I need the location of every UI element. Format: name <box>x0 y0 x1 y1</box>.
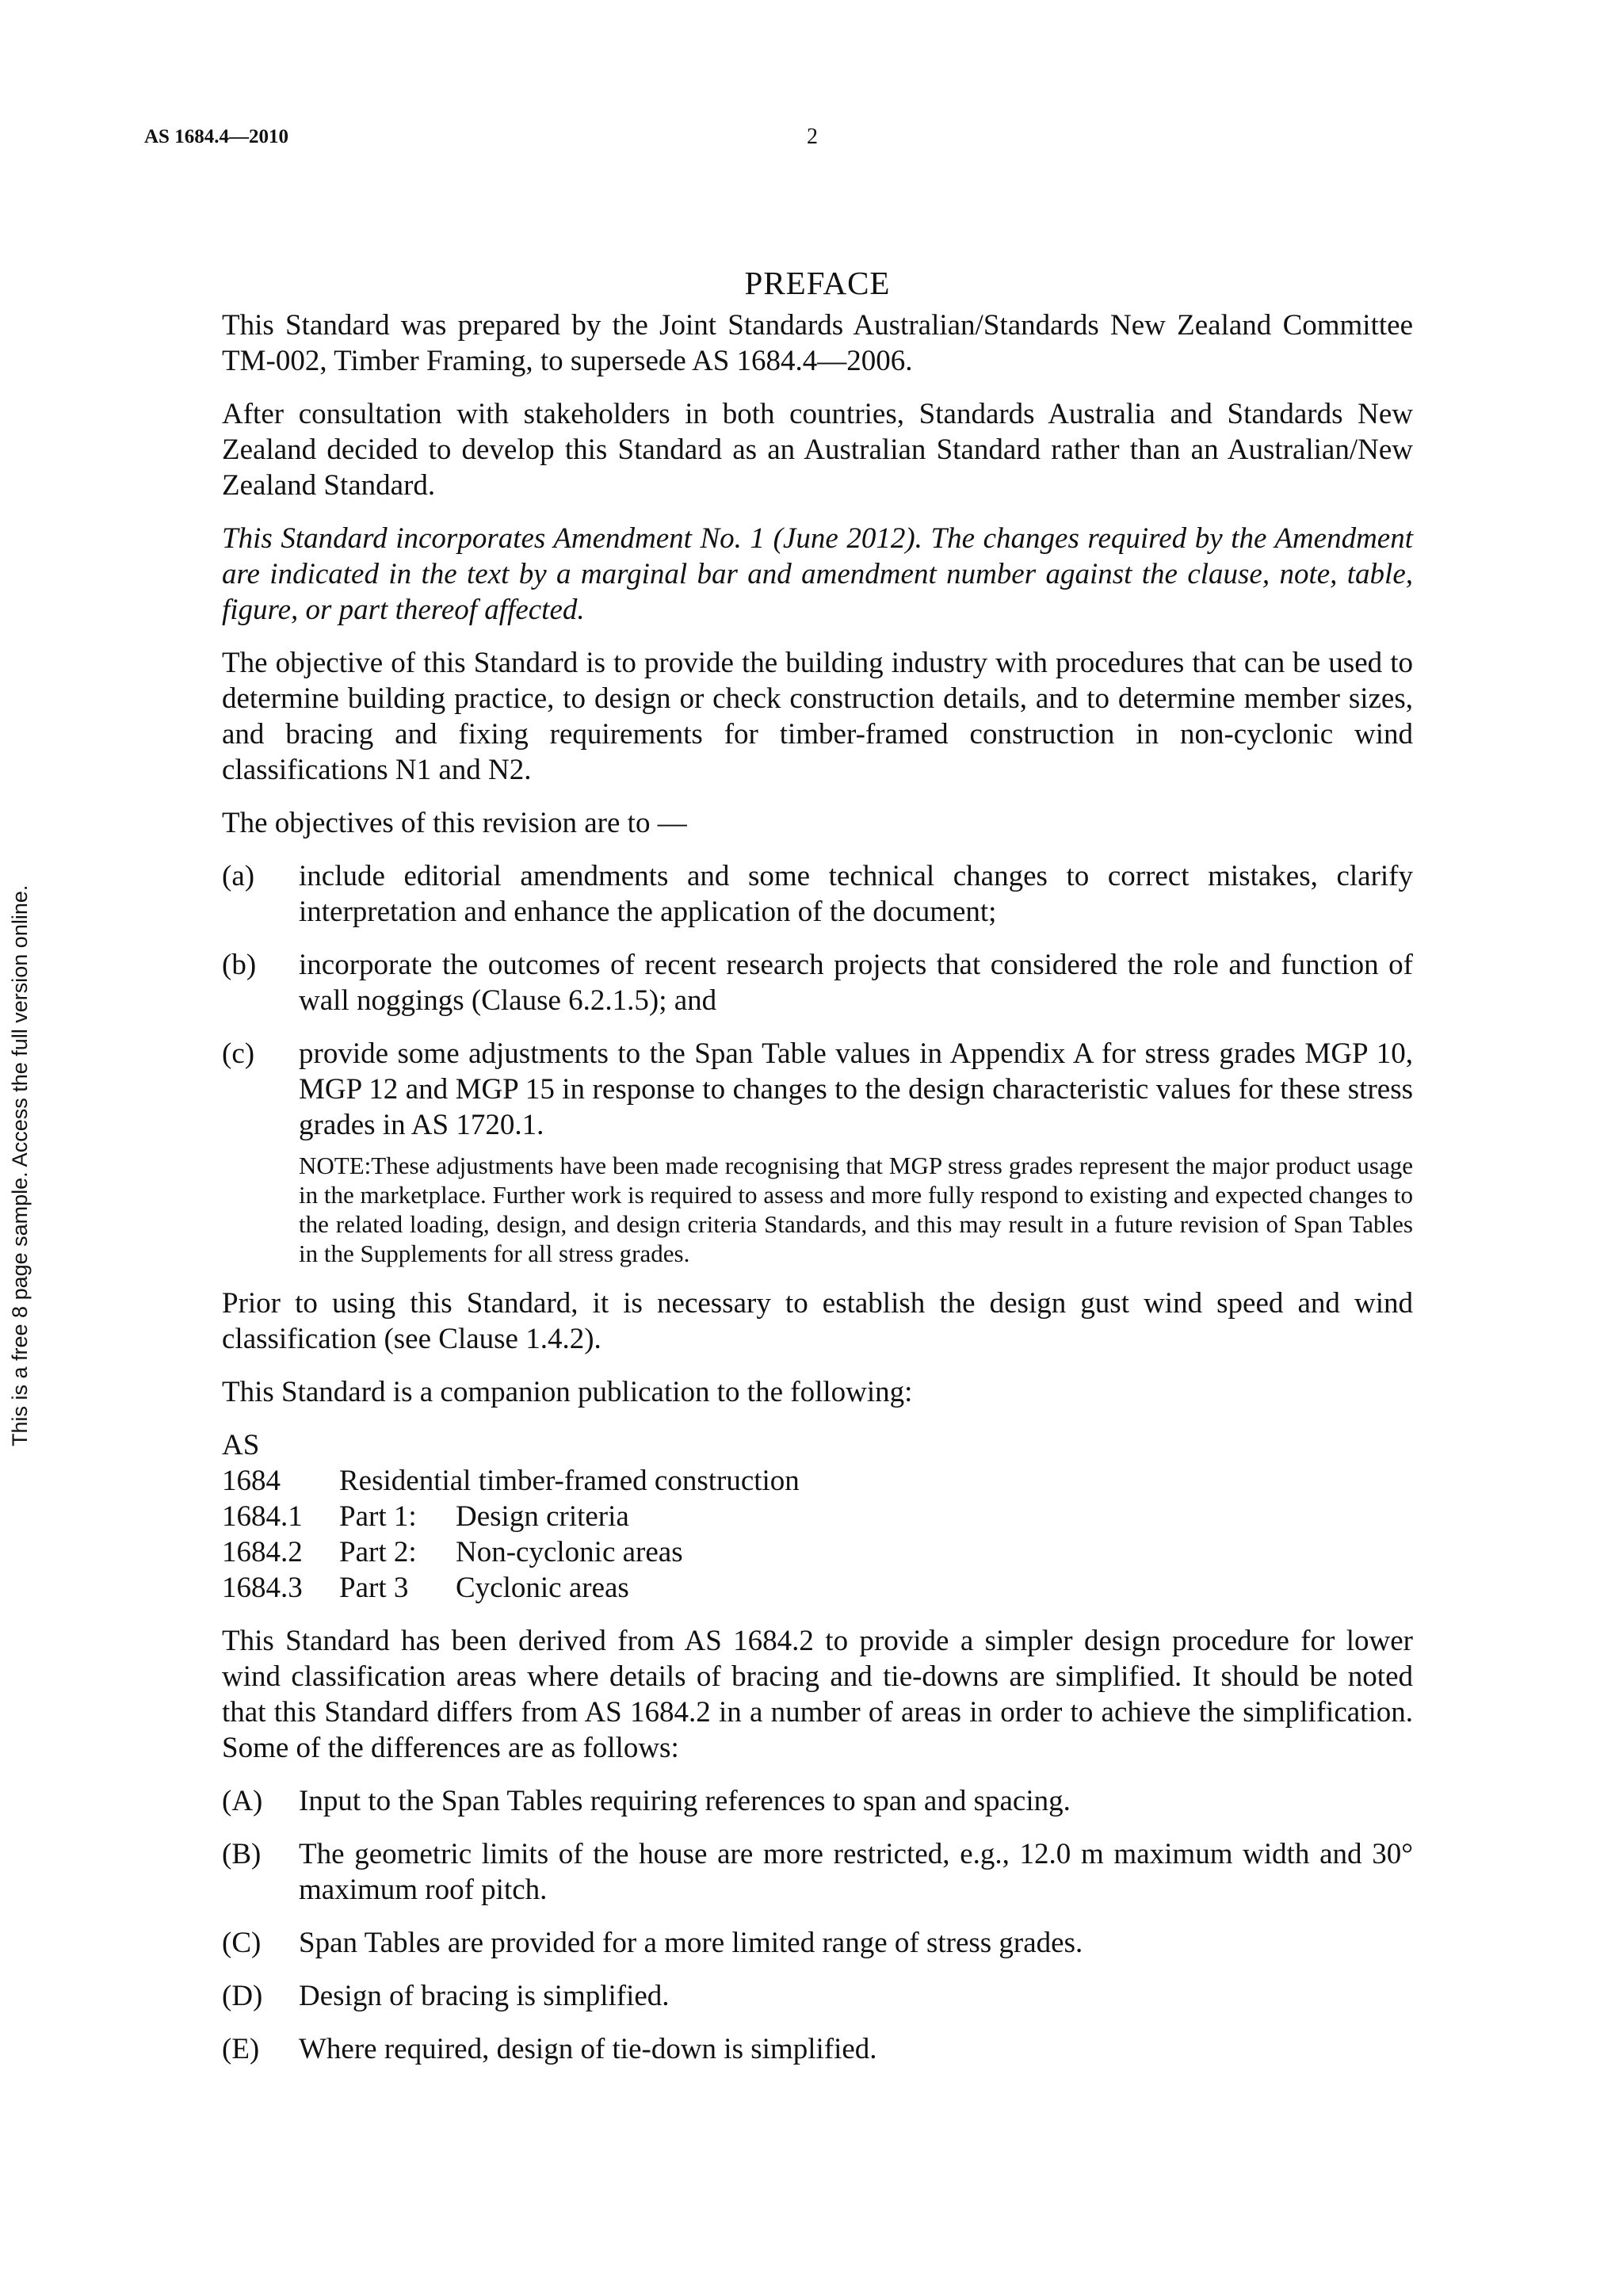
paragraph-amendment: This Standard incorporates Amendment No. 1 (June 2012). The changes required by the Amendment are indicated in the text by a marginal bar and amendment number against the clause, note, table, figure, or part thereof affected. <box>222 522 1413 626</box>
paragraph-companion: This Standard is a companion publication to the following: <box>222 1376 913 1408</box>
series-part: Residential timber-framed construction <box>339 1465 800 1497</box>
list-item-text: Where required, design of tie-down is simplified. <box>299 2033 877 2065</box>
series-part: Part 2: <box>339 1536 417 1568</box>
series-title: Cyclonic areas <box>456 1572 629 1604</box>
preface-section <box>222 263 1413 2084</box>
series-row <box>222 1534 1413 1570</box>
series-number: 1684 <box>222 1465 281 1497</box>
series-row <box>222 1499 1413 1534</box>
series-number: 1684.3 <box>222 1572 303 1604</box>
series-prefix: AS <box>222 1429 260 1461</box>
list-item-text: incorporate the outcomes of recent research projects that considered the role and function of wall noggings (Clause 6.2.1.5); and <box>299 949 1413 1017</box>
list-item-text: Span Tables are provided for a more limited range of stress grades. <box>299 1927 1083 1959</box>
list-item-objective-c <box>222 1036 1413 1143</box>
list-item-difference-b <box>222 1836 1413 1908</box>
paragraph-consultation: After consultation with stakeholders in both countries, Standards Australia and Standards New Zealand decided to develop this Standard as an Australian Standard rather than an Australian/New Zealand Standard. <box>222 398 1413 502</box>
paragraph-derived: This Standard has been derived from AS 1684.2 to provide a simpler design procedure for lower wind classification areas where details of bracing and tie-downs are simplified. It should be noted that this Standard differs from AS 1684.2 in a number of areas in order to achieve the simplification. Some of the differences are as follows: <box>222 1625 1413 1764</box>
series-row <box>222 1463 1413 1499</box>
list-item-label: (b) <box>222 949 257 981</box>
series-title: Design criteria <box>456 1500 629 1533</box>
page-title: PREFACE <box>744 265 891 301</box>
page-number: 2 <box>807 124 818 149</box>
list-item-label: (B) <box>222 1838 262 1870</box>
note-text: NOTE:These adjustments have been made recognising that MGP stress grades represent the major product usage in the marketplace. Further work is required to assess and more fully respond to existing and expected changes to the related loading, design, and design criteria Standards, and this may result in a future revision of Span Tables in the Supplements for all stress grades. <box>299 1152 1413 1267</box>
list-item-text: provide some adjustments to the Span Table values in Appendix A for stress grades MGP 10, MGP 12 and MGP 15 in response to changes to the design characteristic values for these stress grades in AS 1720.1. <box>299 1037 1413 1141</box>
sample-notice: This is a free 8 page sample. Access the full version online. <box>8 884 32 1446</box>
list-item-objective-b <box>222 947 1413 1018</box>
series-part: Part 3 <box>339 1572 409 1604</box>
list-item-difference-c <box>222 1925 1413 1961</box>
list-item-text: include editorial amendments and some technical changes to correct mistakes, clarify interpretation and enhance the application of the document; <box>299 860 1413 928</box>
list-item-label: (a) <box>222 860 255 892</box>
series-title: Non-cyclonic areas <box>456 1536 683 1568</box>
paragraph-objective: The objective of this Standard is to provide the building industry with procedures that can be used to determine building practice, to design or check construction details, and to determine member sizes, and bracing and fixing requirements for timber-framed construction in non-cyclonic wind classifications N1 and N2. <box>222 647 1413 786</box>
list-item-label: (C) <box>222 1927 262 1959</box>
list-item-text: Input to the Span Tables requiring references to span and spacing. <box>299 1785 1071 1817</box>
paragraph-revision-intro: The objectives of this revision are to — <box>222 807 687 839</box>
list-item-label: (A) <box>222 1785 263 1817</box>
list-item-label: (D) <box>222 1980 263 2012</box>
list-item-difference-e <box>222 2031 1413 2067</box>
list-item-label: (E) <box>222 2033 260 2065</box>
series-part: Part 1: <box>339 1500 417 1533</box>
list-item-label: (c) <box>222 1037 255 1070</box>
paragraph-committee: This Standard was prepared by the Joint Standards Australian/Standards New Zealand Committee TM-002, Timber Framing, to supersede AS 1684.4—2006. <box>222 309 1413 377</box>
document-id: AS 1684.4—2010 <box>144 126 288 147</box>
list-item-text: Design of bracing is simplified. <box>299 1980 670 2012</box>
list-item-objective-a <box>222 858 1413 930</box>
series-row <box>222 1570 1413 1606</box>
series-number: 1684.1 <box>222 1500 303 1533</box>
series-number: 1684.2 <box>222 1536 303 1568</box>
paragraph-prior-use: Prior to using this Standard, it is necessary to establish the design gust wind speed and wind classification (see Clause 1.4.2). <box>222 1287 1413 1355</box>
list-item-text: The geometric limits of the house are more restricted, e.g., 12.0 m maximum width and 30° maximum roof pitch. <box>299 1838 1413 1906</box>
list-item-difference-a <box>222 1783 1413 1819</box>
list-item-difference-d <box>222 1978 1413 2014</box>
companion-series-list <box>222 1427 1413 1606</box>
